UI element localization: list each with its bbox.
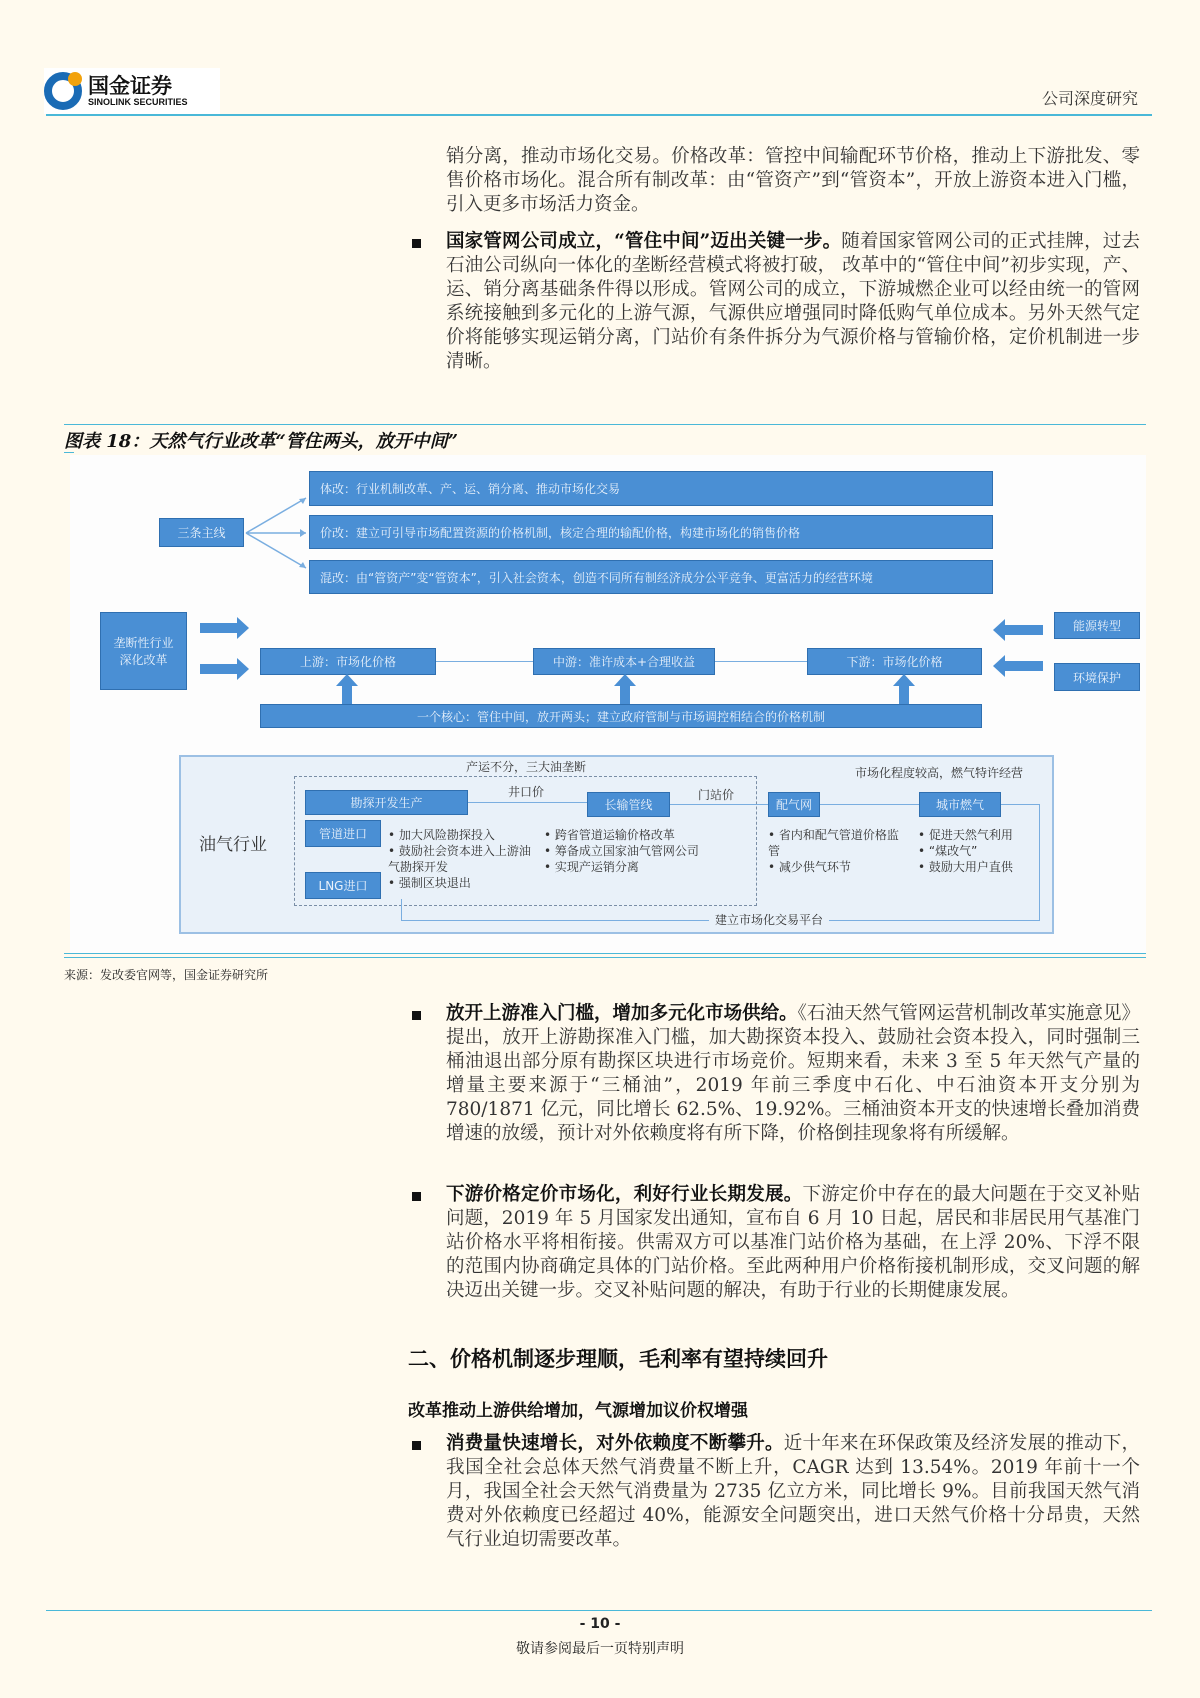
logo-cn: 国金证券	[88, 74, 172, 98]
bullet-item: • 鼓励社会资本进入上游油气勘探开发	[388, 844, 531, 874]
figure-title-mark	[64, 452, 74, 453]
bullet-item: • “煤改气”	[918, 844, 978, 858]
arrow-up-icon	[342, 684, 352, 704]
paragraph-text: 近十年来在环保政策及经济发展的推动下，我国全社会总体天然气消费量不断上升，CAGR 达到 13.54%。2019 年前十一个月，我国全社会天然气消费量为 2735 亿立方米，同比增长 9%。目前我国天然气消费对外依赖度已经超过 40%，能源安全问题突出，进口天然气价格十分昂贵，天然气行业迫切需要改革。	[446, 1433, 1140, 1550]
trunk-pipeline-box: 长输管线	[587, 792, 670, 817]
bullet-item: • 实现产运销分离	[544, 860, 639, 874]
paragraph-text: 下游定价中存在的最大问题在于交叉补贴问题，2019 年 5 月国家发出通知，宣布自 6 月 10 日起，居民和非居民用气基准门站价格水平将相衔接。供需双方可以基准门站价格为基础，在上浮 20%、下浮不限的范围内协商确定具体的门站价格。至此两种用户价格衔接机制形成，交叉问题的解决迈出关键一步。交叉补贴问题的解决，有助于行业的长期健康发展。	[446, 1184, 1140, 1301]
paragraph-2	[446, 230, 1140, 374]
page-number: - 10 -	[579, 1616, 621, 1632]
figure-bottom-rule	[64, 953, 1146, 954]
company-logo	[44, 68, 220, 114]
upstream-box: 上游：市场化价格	[260, 648, 436, 675]
three-lines-box: 三条主线	[159, 518, 244, 547]
bullet-icon	[412, 239, 421, 248]
bullet-item: • 筹备成立国家油气管网公司	[544, 844, 699, 858]
platform-line	[401, 899, 402, 920]
footer-disclaimer: 敬请参阅最后一页特别声明	[516, 1641, 684, 1657]
footer-divider	[46, 1610, 1152, 1611]
figure-top-rule	[64, 424, 1146, 425]
reform-diagram	[70, 455, 1146, 953]
reform-box-mixed: 混改：由“管资产”变“管资本”，引入社会资本，创造不同所有制经济成分公平竞争、更富活力的经营环境	[309, 560, 993, 594]
paragraph-1	[446, 145, 1140, 217]
figure-source: 来源：发改委官网等，国金证券研究所	[64, 968, 269, 982]
connector-line	[436, 661, 533, 662]
lng-import-box: LNG进口	[305, 872, 381, 899]
connector-line	[468, 802, 587, 803]
connector-line	[820, 804, 919, 805]
platform-line	[1039, 804, 1040, 921]
paragraph-text: 《石油天然气管网运营机制改革实施意见》提出，放开上游勘探准入门槛，加大勘探资本投入、鼓励社会资本投入，同时强制三桶油退出部分原有勘探区块进行市场竞价。短期来看，未来 3 至 5 年天然气产量的增量主要来源于“三桶油”，2019 年前三季度中石化、中石油资本开支分别为 780/1871 亿元，同比增长 62.5%、19.92%。三桶油资本开支的快速增长叠加消费增速的放缓，预计对外依赖度将有所下降，价格倒挂现象将有所缓解。	[446, 1003, 1140, 1144]
report-type: 公司深度研究	[1041, 89, 1138, 108]
wellhead-price-label: 井口价	[508, 785, 545, 799]
paragraph-5	[446, 1432, 1140, 1552]
bullets-midstream	[544, 827, 744, 875]
logo-en: SINOLINK SECURITIES	[88, 97, 188, 107]
bullet-item: • 省内和配气管道价格监管	[768, 828, 899, 858]
connector-line	[670, 804, 768, 805]
paragraph-3	[446, 1002, 1140, 1146]
platform-line	[1001, 804, 1039, 805]
industry-label: 油气行业	[199, 835, 267, 855]
bullet-item: • 强制区块退出	[388, 876, 471, 890]
arrow-up-icon	[620, 684, 630, 704]
arrow-left-icon	[1003, 625, 1043, 635]
market-high-label: 市场化程度较高，燃气特许经营	[855, 766, 1024, 780]
downstream-box: 下游：市场化价格	[807, 648, 982, 675]
arrow-left-icon	[1003, 661, 1043, 671]
bullet-item: • 促进天然气利用	[918, 828, 1013, 842]
bullet-item: • 减少供气环节	[768, 860, 851, 874]
paragraph-lead: 下游价格定价市场化，利好行业长期发展。	[446, 1184, 803, 1205]
city-gas-box: 城市燃气	[919, 792, 1001, 817]
energy-transition-box: 能源转型	[1054, 612, 1140, 639]
paragraph-text: 随着国家管网公司的正式挂牌，过去石油公司纵向一体化的垄断经营模式将被打破， 改革中的“管住中间”初步实现，产、运、销分离基础条件得以形成。管网公司的成立，下游城燃企业可以经由统一的管网系统接触到多元化的上游气源，气源供应增强同时降低购气单位成本。另外天然气定价将能够实现运销分离，门站价有条件拆分为气源价格与管输价格，定价机制进一步清晰。	[446, 231, 1140, 372]
monopoly-reform-box: 垄断性行业深化改革	[100, 612, 187, 690]
logo-icon	[44, 72, 82, 110]
sub-heading: 改革推动上游供给增加，气源增加议价权增强	[408, 1401, 748, 1421]
pipe-import-box: 管道进口	[305, 820, 381, 847]
connector-line	[715, 661, 807, 662]
paragraph-lead: 国家管网公司成立，“管住中间”迈出关键一步。	[446, 231, 842, 252]
bullet-icon	[412, 1192, 421, 1201]
figure-title: 图表 18：天然气行业改革“管住两头，放开中间”	[64, 431, 459, 452]
branch-arrows	[244, 465, 314, 595]
bullet-item: • 跨省管道运输价格改革	[544, 828, 675, 842]
arrow-right-icon	[200, 623, 239, 633]
paragraph-lead: 放开上游准入门槛，增加多元化市场供给。	[446, 1003, 798, 1024]
arrow-up-icon	[899, 684, 909, 704]
bullets-distribution	[768, 827, 906, 875]
platform-label: 建立市场化交易平台	[709, 912, 829, 928]
bullet-icon	[412, 1011, 421, 1020]
reform-box-price: 价改：建立可引导市场配置资源的价格机制，核定合理的输配价格，构建市场化的销售价格	[309, 515, 993, 549]
paragraph-text: 销分离，推动市场化交易。价格改革：管控中间输配环节价格，推动上下游批发、零售价格市场化。混合所有制改革：由“管资产”到“管资本”，开放上游资本进入门槛，引入更多市场活力资金。	[446, 146, 1140, 215]
bullets-city	[918, 827, 1038, 875]
bullet-icon	[412, 1441, 421, 1450]
distribution-box: 配气网	[768, 792, 820, 817]
bullet-item: • 加大风险勘探投入	[388, 828, 495, 842]
header-divider	[46, 114, 1152, 116]
core-box: 一个核心：管住中间，放开两头；建立政府管制与市场调控相结合的价格机制	[260, 704, 982, 728]
explore-box: 勘探开发生产	[305, 790, 468, 815]
section-heading: 二、价格机制逐步理顺，毛利率有望持续回升	[408, 1346, 828, 1371]
paragraph-4	[446, 1183, 1140, 1303]
paragraph-lead: 消费量快速增长，对外依赖度不断攀升。	[446, 1433, 784, 1454]
gate-price-label: 门站价	[698, 788, 735, 802]
bullets-upstream	[388, 827, 538, 891]
oil-gas-panel	[179, 755, 1054, 934]
bullet-item: • 鼓励大用户直供	[918, 860, 1013, 874]
reform-box-system: 体改：行业机制改革、产、运、销分离、推动市场化交易	[309, 471, 993, 506]
figure-bottom-rule	[64, 957, 1146, 958]
unsplit-label: 产运不分，三大油垄断	[466, 760, 587, 774]
midstream-box: 中游：准许成本+合理收益	[533, 648, 715, 675]
arrow-right-icon	[200, 664, 239, 674]
environment-box: 环境保护	[1054, 663, 1140, 691]
